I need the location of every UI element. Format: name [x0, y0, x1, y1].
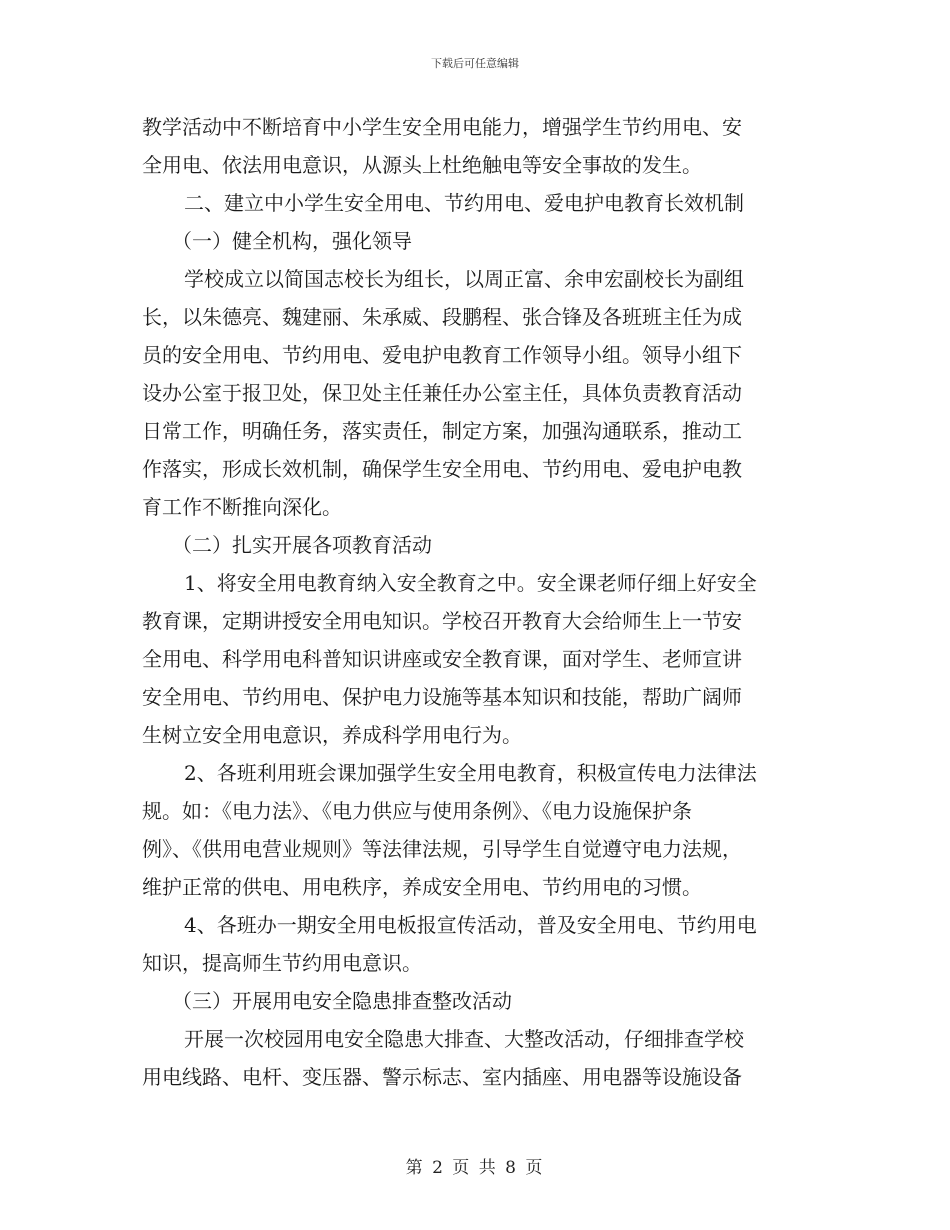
text-line: 全用电、科学用电科普知识讲座或安全教育课，面对学生、老师宣讲: [142, 647, 742, 671]
text-line: 学校成立以简国志校长为组长，以周正富、余申宏副校长为副组: [184, 267, 744, 291]
text-line: 全用电、依法用电意识，从源头上杜绝触电等安全事故的发生。: [142, 153, 702, 177]
text-line: 设办公室于报卫处，保卫处主任兼任办公室主任，具体负责教育活动: [142, 381, 742, 405]
text-line: 知识，提高师生节约用电意识。: [142, 951, 422, 975]
subsection-heading: （三）开展用电安全隐患排查整改活动: [172, 989, 512, 1013]
section-heading: 二、建立中小学生安全用电、节约用电、爱电护电教育长效机制: [184, 191, 744, 215]
text-line: 日常工作，明确任务，落实责任，制定方案，加强沟通联系，推动工: [142, 419, 742, 443]
text-line: 安全用电、节约用电、保护电力设施等基本知识和技能，帮助广阔师: [142, 685, 742, 709]
text-line: 1、将安全用电教育纳入安全教育之中。安全课老师仔细上好安全: [184, 571, 757, 595]
page-number: 第 2 页 共 8 页: [405, 1158, 545, 1178]
subsection-heading: （二）扎实开展各项教育活动: [172, 533, 432, 557]
text-line: 维护正常的供电、用电秩序，养成安全用电、节约用电的习惯。: [142, 875, 702, 899]
subsection-heading: （一）健全机构，强化领导: [172, 229, 412, 253]
text-line: 开展一次校园用电安全隐患大排查、大整改活动，仔细排查学校: [184, 1027, 744, 1051]
text-line: 教学活动中不断培育中小学生安全用电能力，增强学生节约用电、安: [142, 115, 742, 139]
text-line: 例》、《供用电营业规则》等法律法规，引导学生自觉遵守电力法规，: [142, 837, 742, 861]
text-line: 4、各班办一期安全用电板报宣传活动，普及安全用电、节约用电: [184, 913, 757, 937]
text-line: 生树立安全用电意识，养成科学用电行为。: [142, 723, 522, 747]
text-line: 育工作不断推向深化。: [142, 495, 342, 519]
header-note: 下载后可任意编辑: [431, 57, 519, 70]
text-line: 2、各班利用班会课加强学生安全用电教育，积极宣传电力法律法: [184, 761, 757, 785]
text-line: 员的安全用电、节约用电、爱电护电教育工作领导小组。领导小组下: [142, 343, 742, 367]
document-body: [142, 108, 810, 1096]
text-line: 规。如：《电力法》、《电力供应与使用条例》、《电力设施保护条: [142, 799, 692, 823]
text-line: 长，以朱德亮、魏建丽、朱承威、段鹏程、张合锋及各班班主任为成: [142, 305, 742, 329]
text-line: 教育课，定期讲授安全用电知识。学校召开教育大会给师生上一节安: [142, 609, 742, 633]
text-line: 用电线路、电杆、变压器、警示标志、室内插座、用电器等设施设备: [142, 1065, 742, 1089]
text-line: 作落实，形成长效机制，确保学生安全用电、节约用电、爱电护电教: [142, 457, 742, 481]
